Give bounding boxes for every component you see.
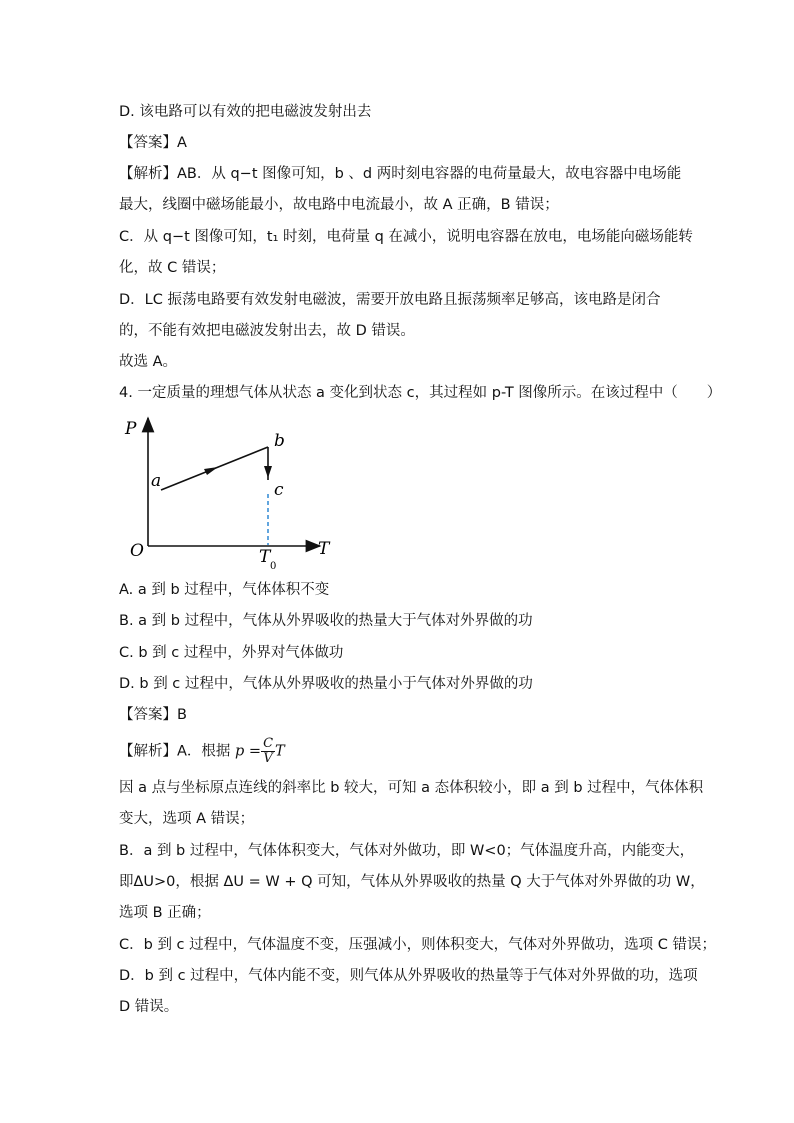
formula-lhs: p =: [235, 743, 262, 760]
explanation-formula-line: [119, 737, 285, 766]
formula-fraction: [261, 737, 275, 766]
option-a: A. a 到 b 过程中，气体体积不变: [119, 582, 330, 598]
formula-tail: T: [275, 743, 285, 760]
option-c: C. b 到 c 过程中，外界对气体做功: [119, 645, 344, 661]
text-line: D. 该电路可以有效的把电磁波发射出去: [119, 104, 372, 120]
text-line: C．从 q−t 图像可知，t₁ 时刻，电荷量 q 在减小，说明电容器在放电，电场能向磁场能转: [119, 229, 693, 245]
text-line: 选项 B 正确；: [119, 905, 211, 921]
text-line: 化，故 C 错误；: [119, 260, 226, 276]
text-line: 故选 A。: [119, 354, 178, 370]
point-a-label: a: [151, 471, 162, 491]
text-line: D．LC 振荡电路要有效发射电磁波，需要开放电路且振荡频率足够高，该电路是闭合: [119, 292, 661, 308]
text-line: B．a 到 b 过程中，气体体积变大，气体对外做功，即 W<0；气体温度升高，内能变大，: [119, 843, 695, 859]
text-line: 因 a 点与坐标原点连线的斜率比 b 较大，可知 a 态体积较小，即 a 到 b 过程中，气体体积: [119, 780, 704, 796]
text-line: D．b 到 c 过程中，气体内能不变，则气体从外界吸收的热量等于气体对外界做的功，选项: [119, 968, 698, 984]
text-line: 最大，线圈中磁场能最小，故电路中电流最小，故 A 正确，B 错误；: [119, 197, 559, 213]
option-d: D. b 到 c 过程中，气体从外界吸收的热量小于气体对外界做的功: [119, 676, 533, 692]
point-c-label: c: [274, 480, 284, 500]
x-axis-label: T: [318, 539, 330, 559]
text-line: 【解析】AB．从 q−t 图像可知，b 、d 两时刻电容器的电荷量最大，故电容器中电场能: [119, 166, 682, 182]
tick-label-t0: T: [259, 547, 271, 567]
arrow-ab-icon: [204, 467, 218, 475]
option-b: B. a 到 b 过程中，气体从外界吸收的热量大于气体对外界做的功: [119, 613, 533, 629]
question-stem: 4. 一定质量的理想气体从状态 a 变化到状态 c，其过程如 p-T 图像所示。在该过程中（ ）: [119, 385, 722, 401]
tick-label-subscript: 0: [270, 561, 277, 572]
p-t-graph: [120, 412, 340, 574]
origin-label: O: [130, 541, 144, 561]
text-line: 变大，选项 A 错误；: [119, 811, 255, 827]
answer-label: 【答案】B: [119, 707, 187, 723]
formula-numerator: C: [263, 736, 274, 751]
point-b-label: b: [274, 431, 285, 451]
y-axis-label: P: [125, 419, 137, 439]
explanation-prefix: 【解析】A．根据: [119, 743, 236, 760]
text-line: D 错误。: [119, 999, 179, 1015]
text-line: 即ΔU>0，根据 ΔU = W + Q 可知，气体从外界吸收的热量 Q 大于气体对外界做的功 W，: [119, 874, 705, 890]
answer-label: 【答案】A: [119, 135, 187, 151]
text-line: C．b 到 c 过程中，气体温度不变，压强减小，则体积变大，气体对外界做功，选项 C 错误；: [119, 937, 716, 953]
text-line: 的，不能有效把电磁波发射出去，故 D 错误。: [119, 323, 415, 339]
formula-denominator: V: [263, 751, 273, 766]
arrow-bc-icon: [264, 466, 272, 478]
